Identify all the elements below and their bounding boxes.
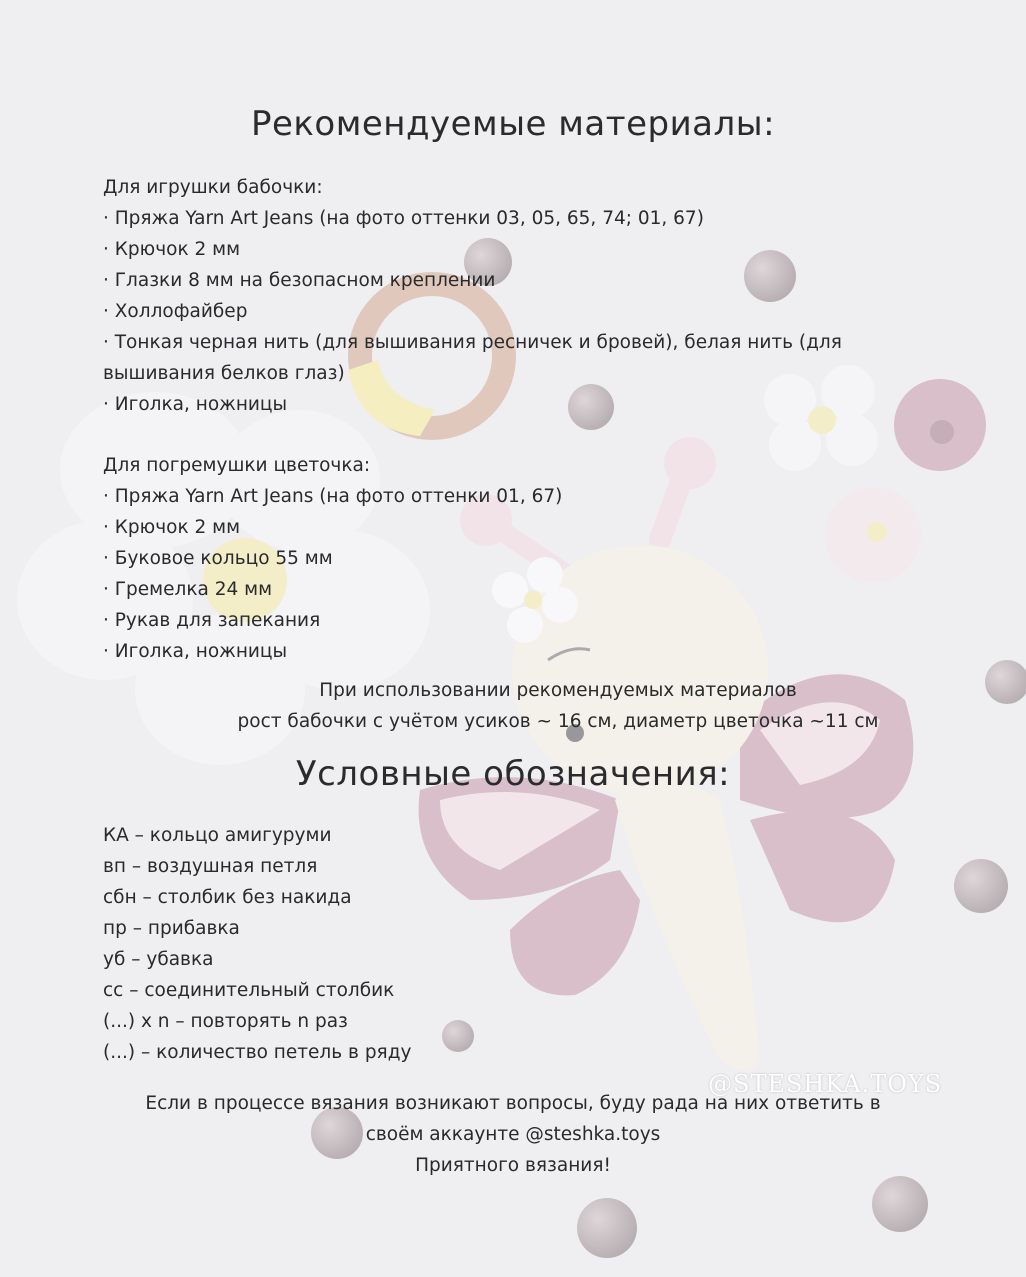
butterfly-materials	[103, 172, 842, 420]
butterfly-heading: Для игрушки бабочки:	[103, 177, 323, 198]
footer-line: своём аккаунте @steshka.toys	[365, 1124, 661, 1145]
legend-item: уб – убавка	[103, 949, 214, 970]
legend-item: (...) – количество петель в ряду	[103, 1042, 412, 1063]
list-item: · Пряжа Yarn Art Jeans (на фото оттенки 03, 05, 65, 74; 01, 67)	[103, 208, 704, 229]
legend-title: Условные обозначения:	[295, 754, 731, 794]
list-item: · Иголка, ножницы	[103, 394, 288, 415]
footer-line: Приятного вязания!	[415, 1155, 611, 1176]
legend-item: (...) х n – повторять n раз	[103, 1011, 348, 1032]
list-item: · Буковое кольцо 55 мм	[103, 548, 333, 569]
legend-item: вп – воздушная петля	[103, 856, 318, 877]
list-item: · Крючок 2 мм	[103, 517, 241, 538]
legend-item: сс – соединительный столбик	[103, 980, 395, 1001]
list-item: · Крючок 2 мм	[103, 239, 241, 260]
legend-item: пр – прибавка	[103, 918, 240, 939]
size-note-line: При использовании рекомендуемых материалов	[319, 680, 797, 701]
watermark: @STESHKA.TOYS	[708, 1070, 943, 1098]
legend-list	[103, 820, 411, 1068]
list-item: · Тонкая черная нить (для вышивания ресничек и бровей), белая нить (для	[103, 332, 842, 353]
legend-item: сбн – столбик без накида	[103, 887, 352, 908]
list-item: вышивания белков глаз)	[103, 363, 345, 384]
size-note-line: рост бабочки с учётом усиков ~ 16 см, диаметр цветочка ~11 см	[237, 711, 879, 732]
list-item: · Глазки 8 мм на безопасном креплении	[103, 270, 496, 291]
list-item: · Холлофайбер	[103, 301, 248, 322]
rattle-materials	[103, 450, 562, 667]
footer-text	[0, 1088, 1026, 1181]
materials-title: Рекомендуемые материалы:	[250, 104, 776, 144]
footer-line: Если в процессе вязания возникают вопросы, буду рада на них ответить в	[145, 1093, 881, 1114]
size-note	[45, 675, 1026, 737]
list-item: · Иголка, ножницы	[103, 641, 288, 662]
list-item: · Гремелка 24 мм	[103, 579, 273, 600]
list-item: · Рукав для запекания	[103, 610, 321, 631]
rattle-heading: Для погремушки цветочка:	[103, 455, 371, 476]
legend-item: КА – кольцо амигуруми	[103, 825, 332, 846]
list-item: · Пряжа Yarn Art Jeans (на фото оттенки 01, 67)	[103, 486, 563, 507]
